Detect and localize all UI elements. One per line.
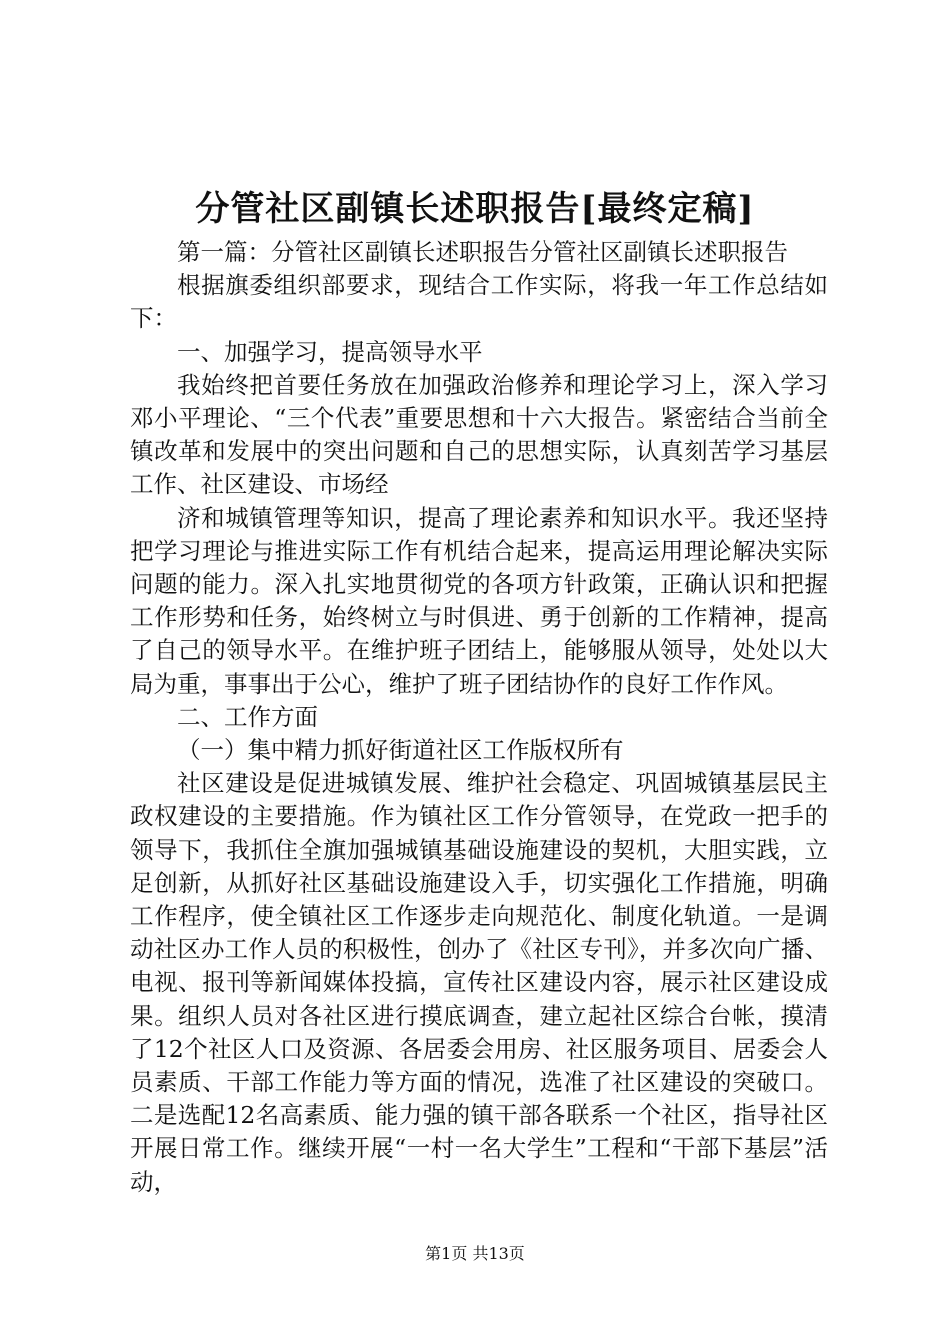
page-footer: 第1页 共13页 — [425, 1244, 525, 1263]
document-title: 分管社区副镇长述职报告[最终定稿] — [195, 189, 755, 229]
section-heading-study: 一、加强学习，提高领导水平 — [177, 337, 483, 366]
paragraph-community: 社区建设是促进城镇发展、维护社会稳定、巩固城镇基层民主政权建设的主要措施。作为镇社区工作分管领导，在党政一把手的领导下，我抓住全旗加强城镇基础设施建设的契机，大胆实践，立足创新，从抓好社区基础设施建设入手，切实强化工作措施，明确工作程序，使全镇社区工作逐步走向规范化、制度化轨道。一是调动社区办工作人员的积极性，创办了《社区专刊》，并多次向广播、电视、报刊等新闻媒体投搞，宣传社区建设内容，展示社区建设成果。组织人员对各社区进行摸底调查，建立起社区综合台帐，摸清了12个社区人口及资源、各居委会用房、社区服务项目、居委会人员素质、干部工作能力等方面的情况，选准了社区建设的突破口。二是选配12名高素质、能力强的镇干部各联系一个社区，指导社区开展日常工作。继续开展“一村一名大学生”工程和“干部下基层”活动， — [130, 769, 828, 1196]
subsection-heading-community: （一）集中精力抓好街道社区工作版权所有 — [177, 736, 624, 765]
paragraph-study-1: 我始终把首要任务放在加强政治修养和理论学习上，深入学习邓小平理论、“三个代表”重要思想和十六大报告。紧密结合当前全镇改革和发展中的突出问题和自己的思想实际，认真刻苦学习基层工作、社区建设、市场经 — [130, 370, 828, 499]
paragraph-chapter-heading: 第一篇：分管社区副镇长述职报告分管社区副镇长述职报告 — [177, 238, 788, 266]
paragraph-intro: 根据旗委组织部要求，现结合工作实际，将我一年工作总结如下： — [130, 271, 828, 333]
document-body — [130, 236, 828, 1199]
paragraph-study-2: 济和城镇管理等知识，提高了理论素养和知识水平。我还坚持把学习理论与推进实际工作有机结合起来，提高运用理论解决实际问题的能力。深入扎实地贯彻党的各项方针政策，正确认识和把握工作形势和任务，始终树立与时俱进、勇于创新的工作精神，提高了自己的领导水平。在维护班子团结上，能够服从领导，处处以大局为重，事事出于公心，维护了班子团结协作的良好工作作风。 — [130, 503, 828, 698]
section-heading-work: 二、工作方面 — [177, 702, 318, 731]
